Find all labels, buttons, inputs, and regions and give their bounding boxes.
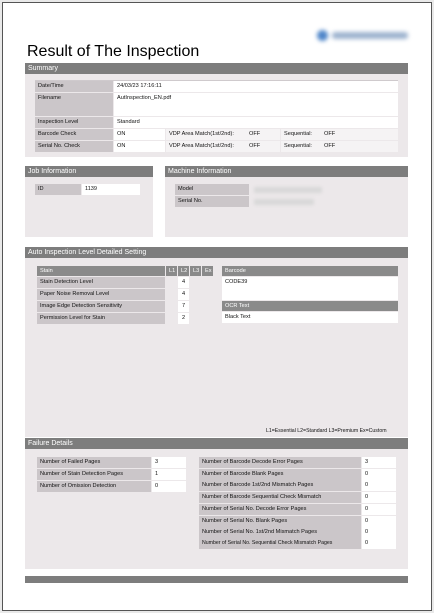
col-l2-header: L2 — [178, 266, 189, 276]
ocr-value: Black Text — [222, 312, 398, 323]
filename-label: Filename — [35, 93, 113, 116]
failure-panel — [25, 449, 408, 569]
inspection-level-label: Inspection Level — [35, 117, 113, 128]
serial-no-redacted — [254, 199, 314, 205]
serial-mismatch-label: Number of Serial No. 1st/2nd Mismatch Pages — [199, 527, 361, 538]
model-redacted — [254, 187, 322, 193]
serial-sequential-mismatch-value: 0 — [362, 538, 396, 549]
barcode-decode-error-value: 3 — [362, 457, 396, 468]
barcode-decode-error-label: Number of Barcode Decode Error Pages — [199, 457, 361, 468]
level-legend: L1=Essential L2=Standard L3=Premium Ex=Custom — [266, 428, 387, 434]
failed-pages-value: 3 — [152, 457, 186, 468]
stain-row-l2: 2 — [178, 313, 189, 324]
barcode-vdp-label: VDP Area Match(1st/2nd): — [166, 129, 280, 140]
barcode-blank-value: 0 — [362, 469, 396, 480]
failure-heading: Failure Details — [25, 438, 408, 449]
footer-bar — [25, 576, 408, 583]
barcode-sequential-label: Sequential: — [281, 129, 398, 140]
datetime-label: Date/Time — [35, 81, 113, 92]
serial-no-label: Serial No. — [175, 196, 249, 207]
stain-row-l2: 7 — [178, 301, 189, 312]
brand-logo — [317, 27, 413, 43]
stain-row-l2: 4 — [178, 289, 189, 300]
serial-check-value: ON — [114, 141, 165, 152]
job-id-label: ID — [35, 184, 81, 195]
stain-row-label: Permission Level for Stain — [37, 313, 165, 324]
barcode-blank-label: Number of Barcode Blank Pages — [199, 469, 361, 480]
stain-pages-value: 1 — [152, 469, 186, 480]
serial-vdp-value: OFF — [249, 143, 261, 149]
serial-sequential-mismatch-label: Number of Serial No. Sequential Check Mismatch Pages — [199, 538, 361, 549]
col-ex-header: Ex — [202, 266, 213, 276]
barcode-sequential-mismatch-value: 0 — [362, 492, 396, 503]
report-page — [2, 2, 432, 611]
inspection-level-value: Standard — [114, 117, 398, 128]
serial-vdp-label: VDP Area Match(1st/2nd): — [166, 141, 280, 152]
barcode-sequential-value: OFF — [324, 131, 336, 137]
machine-info-panel — [165, 177, 408, 237]
serial-check-label: Serial No. Check — [35, 141, 113, 152]
filename-value: AutInspection_EN.pdf — [114, 93, 398, 116]
job-info-panel — [25, 177, 153, 237]
summary-panel — [25, 74, 408, 157]
job-info-heading: Job Information — [25, 166, 153, 177]
omission-label: Number of Omission Detection — [37, 481, 151, 492]
barcode-mismatch-value: 0 — [362, 480, 396, 491]
barcode-header: Barcode — [222, 266, 398, 276]
logo-wordmark — [332, 32, 408, 39]
ocr-header: OCR Text — [222, 301, 398, 311]
col-l1-header: L1 — [166, 266, 177, 276]
serial-sequential-value: OFF — [324, 143, 336, 149]
serial-blank-value: 0 — [362, 516, 396, 527]
barcode-sequential-mismatch-label: Number of Barcode Sequential Check Mismatch — [199, 492, 361, 503]
serial-blank-label: Number of Serial No. Blank Pages — [199, 516, 361, 527]
page-title: Result of The Inspection — [27, 43, 200, 60]
barcode-check-label: Barcode Check — [35, 129, 113, 140]
job-id-value: 1139 — [82, 184, 140, 195]
serial-decode-error-label: Number of Serial No. Decode Error Pages — [199, 504, 361, 515]
auto-level-panel — [25, 258, 408, 437]
serial-sequential-label: Sequential: — [281, 141, 398, 152]
col-l3-header: L3 — [190, 266, 201, 276]
stain-row-label: Stain Detection Level — [37, 277, 165, 288]
machine-info-heading: Machine Information — [165, 166, 408, 177]
stain-header: Stain — [37, 266, 165, 276]
serial-mismatch-value: 0 — [362, 527, 396, 538]
omission-value: 0 — [152, 481, 186, 492]
summary-heading: Summary — [25, 63, 408, 74]
barcode-mismatch-label: Number of Barcode 1st/2nd Mismatch Pages — [199, 480, 361, 491]
serial-decode-error-value: 0 — [362, 504, 396, 515]
stain-pages-label: Number of Stain Detection Pages — [37, 469, 151, 480]
barcode-check-value: ON — [114, 129, 165, 140]
barcode-vdp-value: OFF — [249, 131, 261, 137]
logo-mark-icon — [317, 30, 328, 41]
model-label: Model — [175, 184, 249, 195]
datetime-value: 24/03/23 17:16:11 — [114, 81, 398, 92]
stain-row-label: Paper Noise Removal Level — [37, 289, 165, 300]
barcode-type-value: CODE39 — [222, 277, 398, 300]
stain-row-label: Image Edge Detection Sensitivity — [37, 301, 165, 312]
failed-pages-label: Number of Failed Pages — [37, 457, 151, 468]
auto-level-heading: Auto Inspection Level Detailed Setting — [25, 247, 408, 258]
stain-row-l2: 4 — [178, 277, 189, 288]
